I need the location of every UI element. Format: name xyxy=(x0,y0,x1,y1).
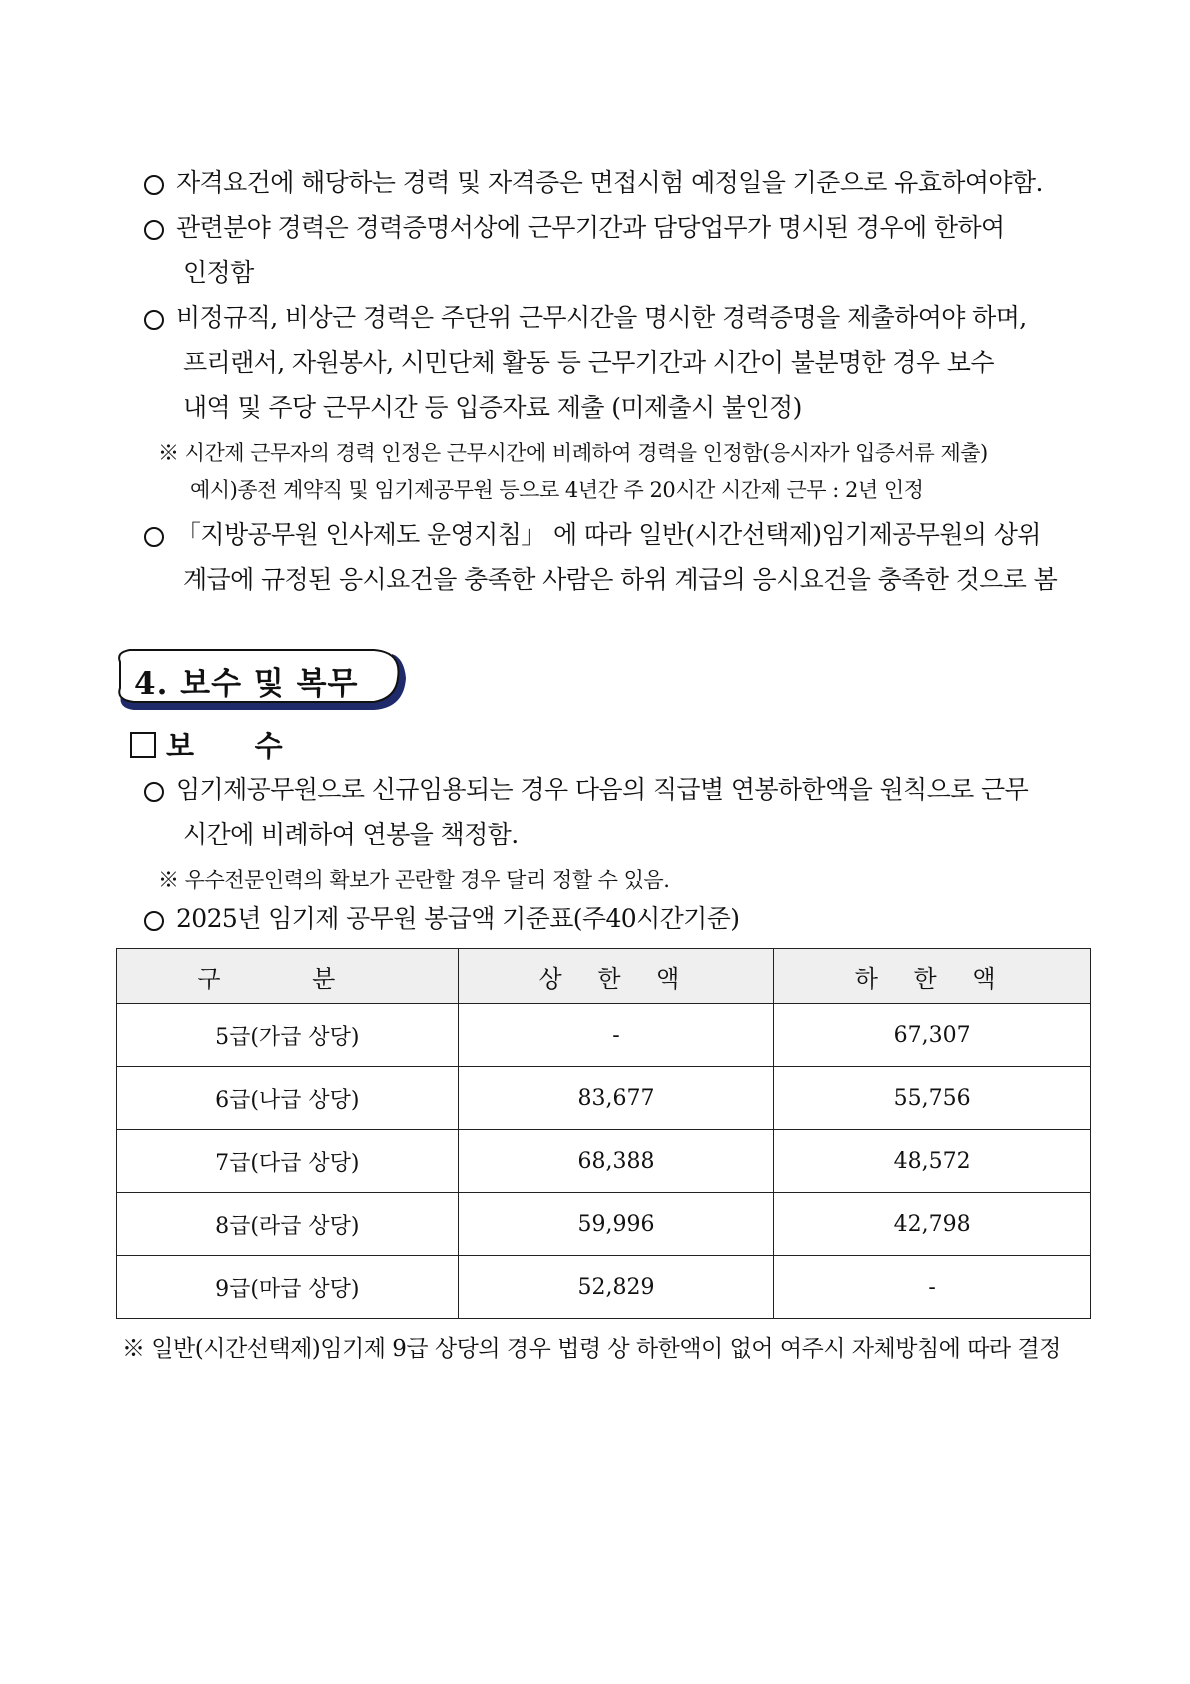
column-header-grade: 구 분 xyxy=(117,949,459,1004)
grade-cell: 5급(가급 상당) xyxy=(117,1004,459,1067)
section-title: 4. 보수 및 복무 xyxy=(134,666,359,702)
pay-table-caption: 2025년 임기제 공무원 봉급액 기준표(주40시간기준) xyxy=(176,904,740,933)
table-row xyxy=(117,1067,1091,1130)
table-row xyxy=(117,1256,1091,1319)
grade-cell: 8급(라급 상당) xyxy=(117,1193,459,1256)
subsection-title xyxy=(130,724,283,765)
requirement-text-4-line-1: 「지방공무원 인사제도 운영지침」 에 따라 일반(시간선택제)임기제공무원의 상위 xyxy=(176,520,1041,549)
requirement-text-3-line-2: 프리랜서, 자원봉사, 시민단체 활동 등 근무기간과 시간이 불분명한 경우 보수 xyxy=(183,348,994,377)
requirement-note-line-1: ※ 시간제 근무자의 경력 인정은 근무시간에 비례하여 경력을 인정함(응시자가 입증서류 제출) xyxy=(158,441,988,465)
upper-amount-cell: 83,677 xyxy=(458,1067,774,1130)
pay-text-1-line-2: 시간에 비례하여 연봉을 책정함. xyxy=(183,820,519,849)
lower-amount-cell: - xyxy=(774,1256,1091,1319)
subsection-title-text: 보 수 xyxy=(166,729,283,763)
lower-amount-cell: 48,572 xyxy=(774,1130,1091,1193)
table-footnote: ※ 일반(시간선택제)임기제 9급 상당의 경우 법령 상 하한액이 없어 여주시 자체방침에 따라 결정 xyxy=(122,1336,1061,1362)
requirement-note-line-2: 예시)종전 계약직 및 임기제공무원 등으로 4년간 주 20시간 시간제 근무 : 2년 인정 xyxy=(190,478,924,502)
section-header xyxy=(112,648,412,712)
circle-bullet-icon xyxy=(144,175,164,195)
circle-bullet-icon xyxy=(144,310,164,330)
upper-amount-cell: 52,829 xyxy=(458,1256,774,1319)
requirement-text-2-line-1: 관련분야 경력은 경력증명서상에 근무기간과 담당업무가 명시된 경우에 한하여 xyxy=(176,213,1005,242)
grade-cell: 7급(다급 상당) xyxy=(117,1130,459,1193)
requirement-text-3-line-1: 비정규직, 비상근 경력은 주단위 근무시간을 명시한 경력증명을 제출하여야 하며, xyxy=(176,303,1027,332)
lower-amount-cell: 67,307 xyxy=(774,1004,1091,1067)
requirement-text-4-line-2: 계급에 규정된 응시요건을 충족한 사람은 하위 계급의 응시요건을 충족한 것으로 봄 xyxy=(183,565,1058,594)
table-header-row xyxy=(117,949,1091,1004)
lower-amount-cell: 55,756 xyxy=(774,1067,1091,1130)
circle-bullet-icon xyxy=(144,782,164,802)
column-header-lower: 하 한 액 xyxy=(774,949,1091,1004)
upper-amount-cell: 68,388 xyxy=(458,1130,774,1193)
upper-amount-cell: 59,996 xyxy=(458,1193,774,1256)
pay-note: ※ 우수전문인력의 확보가 곤란할 경우 달리 정할 수 있음. xyxy=(158,868,670,892)
table-row xyxy=(117,1130,1091,1193)
pay-text-1-line-1: 임기제공무원으로 신규임용되는 경우 다음의 직급별 연봉하한액을 원칙으로 근무 xyxy=(176,775,1029,804)
requirement-text-1: 자격요건에 해당하는 경력 및 자격증은 면접시험 예정일을 기준으로 유효하여야함. xyxy=(176,168,1043,197)
column-header-upper: 상 한 액 xyxy=(458,949,774,1004)
square-bullet-icon xyxy=(130,732,156,758)
requirement-text-3-line-3: 내역 및 주당 근무시간 등 입증자료 제출 (미제출시 불인정) xyxy=(183,393,802,422)
grade-cell: 9급(마급 상당) xyxy=(117,1256,459,1319)
circle-bullet-icon xyxy=(144,220,164,240)
upper-amount-cell: - xyxy=(458,1004,774,1067)
table-row xyxy=(117,1193,1091,1256)
table-row xyxy=(117,1004,1091,1067)
salary-table xyxy=(116,948,1091,1319)
grade-cell: 6급(나급 상당) xyxy=(117,1067,459,1130)
circle-bullet-icon xyxy=(144,527,164,547)
requirement-text-2-line-2: 인정함 xyxy=(183,258,254,287)
lower-amount-cell: 42,798 xyxy=(774,1193,1091,1256)
circle-bullet-icon xyxy=(144,911,164,931)
